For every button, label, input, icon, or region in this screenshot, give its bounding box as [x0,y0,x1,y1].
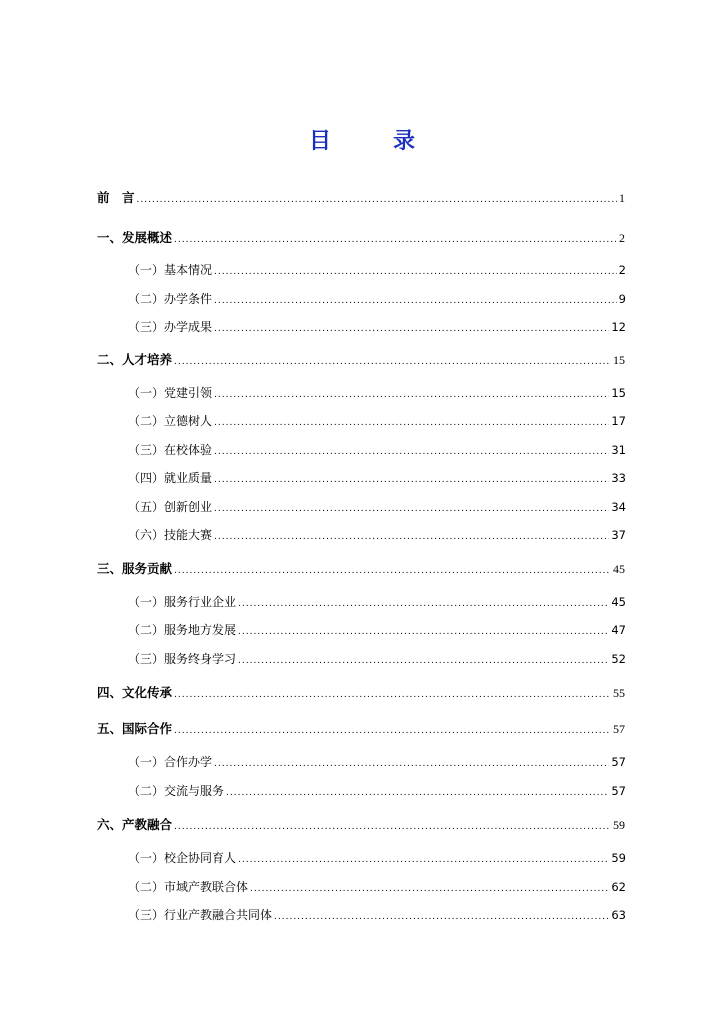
dot-leader [214,504,609,514]
toc-entry-label: （三）行业产教融合共同体 [128,908,273,922]
toc-entry-page-number: 31 [611,443,626,457]
toc-entry[interactable] [128,593,626,610]
toc-entry-page-number: 1 [619,191,625,205]
toc-entry[interactable] [128,849,626,866]
toc-entry-label: （二）市域产教联合体 [128,880,249,894]
toc-entry-page-number: 2 [619,231,625,245]
toc-entry-page-number: 57 [613,722,625,736]
dot-leader [137,195,617,205]
toc-entry-label: 六、产教融合 [97,817,173,832]
dot-leader [214,759,609,769]
toc-entry-label: （二）交流与服务 [128,784,225,798]
toc-entry-page-number: 45 [611,595,626,609]
toc-entry[interactable] [128,878,626,895]
toc-entry-page-number: 59 [613,818,625,832]
toc-entry[interactable] [128,753,626,770]
toc-entry-label: 三、服务贡献 [97,561,173,576]
toc-entry-label: 前 言 [97,190,135,205]
dot-leader [214,267,617,277]
toc-entry-label: （四）就业质量 [128,471,213,485]
toc-entry-page-number: 62 [611,880,626,894]
toc-entry[interactable] [128,261,626,278]
toc-entry-page-number: 55 [613,686,625,700]
toc-title: 目 录 [308,128,435,154]
toc-entry-page-number: 15 [611,386,626,400]
toc-entry-label: （一）党建引领 [128,386,213,400]
toc-entry[interactable] [97,719,625,737]
dot-leader [238,855,609,865]
toc-entry-label: 四、文化传承 [97,685,173,700]
toc-entry-page-number: 59 [611,851,626,865]
toc-entry-label: （二）服务地方发展 [128,623,237,637]
toc-entry-label: （一）服务行业企业 [128,595,237,609]
toc-entry-label: （三）办学成果 [128,320,213,334]
dot-leader [214,390,609,400]
dot-leader [250,884,609,894]
dot-leader [238,656,609,666]
toc-entry-page-number: 9 [618,292,626,306]
dot-leader [214,296,617,306]
dot-leader [214,324,609,334]
toc-entry[interactable] [128,384,626,401]
toc-entry[interactable] [128,621,626,638]
toc-entry[interactable] [97,815,625,833]
toc-entry-page-number: 12 [611,320,626,334]
toc-entry[interactable] [97,188,625,206]
dot-leader [238,599,609,609]
toc-entry[interactable] [97,228,625,246]
dot-leader [214,475,609,485]
dot-leader [214,447,609,457]
toc-entry[interactable] [128,650,626,667]
toc-entry-page-number: 33 [611,471,626,485]
toc-entry-label: 二、人才培养 [97,352,173,367]
toc-entry[interactable] [128,782,626,799]
toc-entry[interactable] [128,441,626,458]
toc-entry-page-number: 63 [611,908,626,922]
toc-entry-label: （六）技能大赛 [128,528,213,542]
dot-leader [274,912,609,922]
toc-entry-page-number: 47 [611,623,626,637]
dot-leader [214,418,609,428]
toc-entry-page-number: 52 [611,652,626,666]
toc-entry-label: （一）校企协同育人 [128,851,237,865]
toc-entry[interactable] [128,906,626,923]
toc-entry-page-number: 2 [618,263,626,277]
dot-leader [174,822,611,832]
dot-leader [226,788,609,798]
toc-entry-label: （一）基本情况 [128,263,213,277]
toc-entry-label: （二）立德树人 [128,414,213,428]
dot-leader [214,532,609,542]
toc-entry[interactable] [97,683,625,701]
toc-entry-label: 一、发展概述 [97,230,173,245]
toc-entry[interactable] [97,559,625,577]
dot-leader [174,235,617,245]
toc-entry-label: （五）创新创业 [128,500,213,514]
toc-entry[interactable] [128,412,626,429]
toc-entry-label: （三）在校体验 [128,443,213,457]
toc-entry-page-number: 37 [611,528,626,542]
dot-leader [174,357,611,367]
toc-entry-page-number: 15 [613,353,625,367]
toc-entry-page-number: 45 [613,562,625,576]
dot-leader [174,726,611,736]
dot-leader [238,627,609,637]
toc-entry[interactable] [128,290,626,307]
toc-entry-page-number: 17 [611,414,626,428]
toc-entry[interactable] [97,350,625,368]
toc-entry-page-number: 57 [611,755,626,769]
toc-entry-page-number: 34 [611,500,626,514]
toc-entry-label: 五、国际合作 [97,721,173,736]
toc-entry-label: （二）办学条件 [128,292,213,306]
toc-entry[interactable] [128,318,626,335]
dot-leader [174,566,611,576]
toc-entry-page-number: 57 [611,784,626,798]
dot-leader [174,690,611,700]
toc-entry[interactable] [128,498,626,515]
toc-entry-label: （三）服务终身学习 [128,652,237,666]
toc-entry[interactable] [128,526,626,543]
toc-entry[interactable] [128,469,626,486]
toc-entry-label: （一）合作办学 [128,755,213,769]
